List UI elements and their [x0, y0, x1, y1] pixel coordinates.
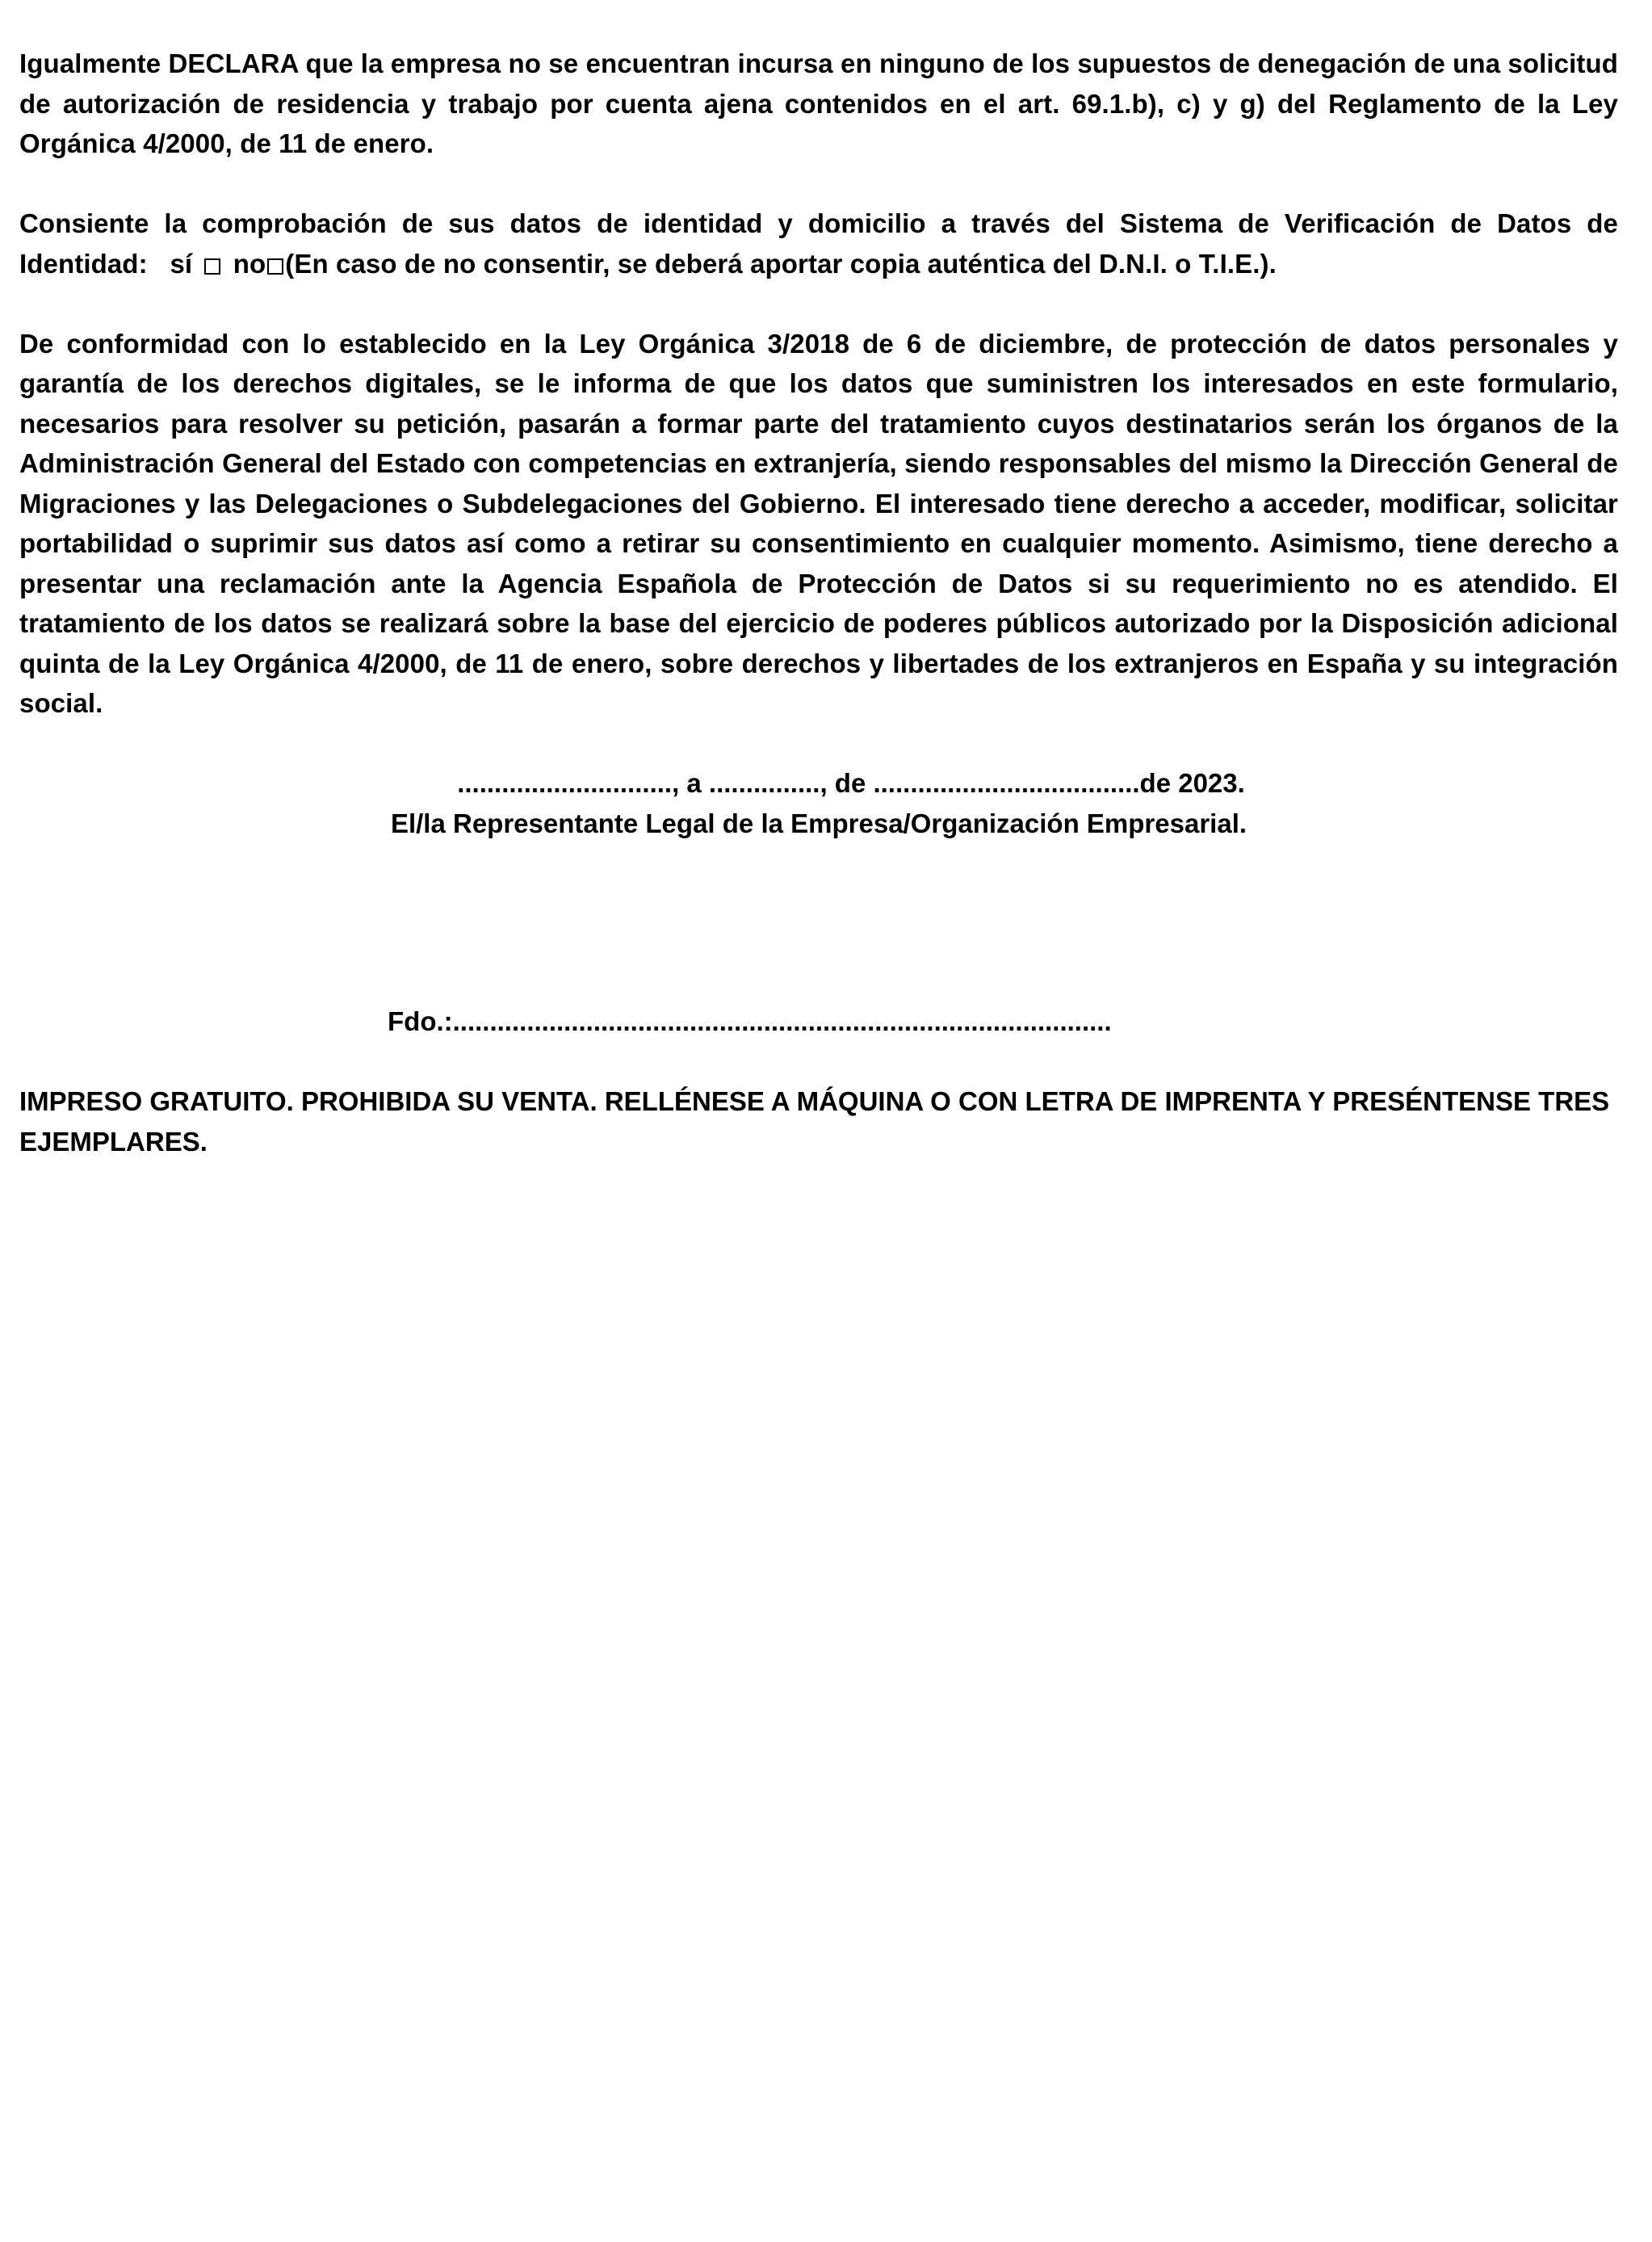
data-protection-paragraph: De conformidad con lo establecido en la Ley Orgánica 3/2018 de 6 de diciembre, de protección de datos personales y garantía de los derechos digitales, se le informa de que los datos que suministren los interesados en este formulario, necesarios para resolver su petición, pasarán a formar parte del tratamiento cuyos destinatarios serán los órganos de la Administración General del Estado con competencias en extranjería, siendo responsables del mismo la Dirección General de Migraciones y las Delegaciones o Subdelegaciones del Gobierno. El interesado tiene derecho a acceder, modificar, solicitar portabilidad o suprimir sus datos así como a retirar su consentimiento en cualquier momento. Asimismo, tiene derecho a presentar una reclamación ante la Agencia Española de Protección de Datos si su requerimiento no es atendido. El tratamiento de los datos se realizará sobre la base del ejercicio de poderes públicos autorizado por la Disposición adicional quinta de la Ley Orgánica 4/2000, de 11 de enero, sobre derechos y libertades de los extranjeros en España y su integración social. — [19, 328, 1618, 718]
date-place-line: ............................., a ..............., de ....................................de 2023. — [457, 768, 1245, 798]
signature-line: Fdo.:......................................................................................... — [388, 1006, 1112, 1036]
consent-yes-label: sí — [170, 248, 193, 279]
declaration-paragraph: Igualmente DECLARA que la empresa no se encuentran incursa en ninguno de los supuestos de denegación de una solicitud de autorización de residencia y trabajo por cuenta ajena contenidos en el art. 69.1.b), c) y g) del Reglamento de la Ley Orgánica 4/2000, de 11 de enero. — [19, 48, 1618, 158]
signatory-title: El/la Representante Legal de la Empresa/Organización Empresarial. — [390, 808, 1247, 838]
footer-note: IMPRESO GRATUITO. PROHIBIDA SU VENTA. RELLÉNESE A MÁQUINA O CON LETRA DE IMPRENTA Y PRESÉNTENSE TRES EJEMPLARES. — [19, 1086, 1610, 1157]
document-page — [19, 44, 1618, 1161]
signature-space — [19, 843, 1618, 1001]
consent-paragraph — [19, 204, 1618, 283]
consent-yes-checkbox[interactable] — [204, 258, 220, 275]
consent-note: (En caso de no consentir, se deberá aportar copia auténtica del D.N.I. o T.I.E.). — [285, 248, 1277, 279]
consent-no-checkbox[interactable] — [267, 258, 283, 275]
consent-text: Consiente la comprobación de sus datos de identidad y domicilio a través del Sistema de Verificación de Datos de Identidad: — [19, 208, 1618, 279]
consent-no-label: no — [233, 248, 266, 279]
